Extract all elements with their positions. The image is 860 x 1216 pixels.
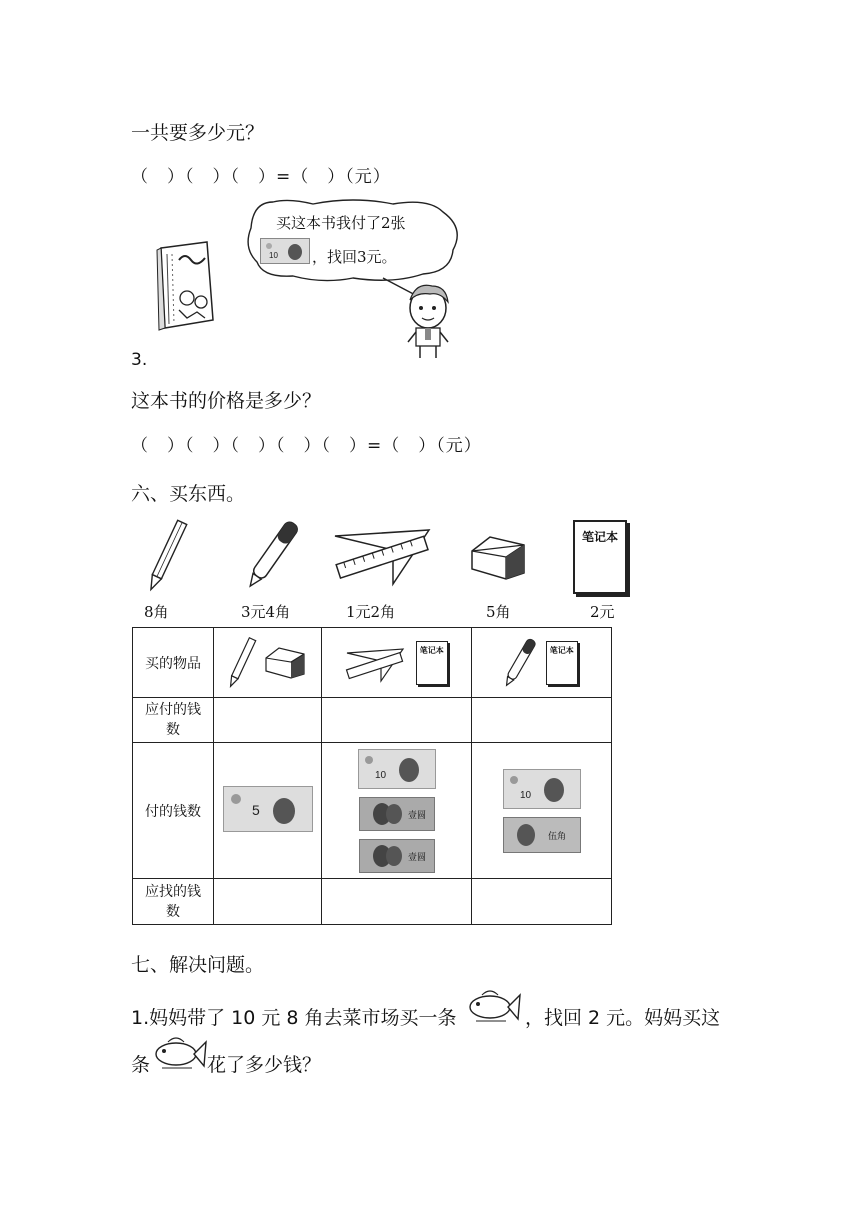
section-six-title: 六、买东西。 (131, 483, 246, 505)
equation-book-price: （ ）（ ）（ ）（ ）（ ）=（ ）（元） (131, 436, 482, 456)
answer-cell-pay-1[interactable] (214, 698, 322, 743)
question-number-3: 3. (131, 350, 148, 370)
problem-1-line1-end: ，找回 2 元。妈妈买这 (525, 1007, 721, 1029)
pen-icon (242, 515, 302, 595)
notebook-icon (573, 520, 627, 594)
fish-icon (152, 1032, 208, 1072)
banknote-five (223, 786, 313, 832)
cell-items-3 (472, 628, 612, 698)
problem-1-line1-start: 1.妈妈带了 10 元 8 角去菜市场买一条 (131, 1007, 457, 1029)
banknote-ten (260, 238, 310, 264)
answer-cell-pay-2[interactable] (322, 698, 472, 743)
pen-icon (505, 635, 535, 691)
note-denom: 壹圆 (407, 852, 426, 863)
shopping-table (132, 627, 612, 925)
table-row (133, 743, 612, 879)
note-denom: 壹圆 (407, 810, 426, 821)
cell-paid-2 (322, 743, 472, 879)
ruler-set-icon (333, 520, 433, 590)
equation-total: （ ）（ ）（ ）=（ ）（元） (131, 167, 391, 187)
svg-text:10: 10 (269, 251, 278, 260)
row-label-should-pay (133, 698, 214, 743)
banknote-five-jiao (503, 817, 581, 853)
notebook-icon: 笔记本 (546, 641, 578, 685)
banknote-ten (503, 769, 581, 809)
bubble-line2: ，找回3元。 (312, 248, 397, 266)
question-total: 一共要多少元？ (131, 122, 265, 144)
price-pencil: 8角 (144, 603, 169, 621)
note-denom: 5 (251, 801, 260, 818)
price-ruler-set: 1元2角 (346, 603, 396, 621)
price-notebook: 2元 (590, 603, 615, 621)
eraser-icon (262, 645, 308, 681)
problem-1-line2-start: 条 (131, 1054, 151, 1076)
notebook-label: 笔记本 (581, 530, 618, 544)
book-icon (157, 240, 219, 332)
row-label-change-text: 应找的钱数 (145, 883, 201, 920)
answer-cell-change-1[interactable] (214, 879, 322, 925)
note-denom: 10 (374, 769, 386, 781)
row-label-paid: 付的钱数 (133, 743, 214, 879)
price-eraser: 5角 (486, 603, 511, 621)
banknote-one-yuan (359, 839, 435, 873)
banknote-one-yuan (359, 797, 435, 831)
row-label-change (133, 879, 214, 925)
answer-cell-change-3[interactable] (472, 879, 612, 925)
cell-items-2 (322, 628, 472, 698)
answer-cell-pay-3[interactable] (472, 698, 612, 743)
section-seven-title: 七、解决问题。 (131, 954, 265, 976)
question-book-price: 这本书的价格是多少？ (131, 390, 322, 412)
boy-icon (402, 282, 462, 362)
price-pen: 3元4角 (241, 603, 291, 621)
row-label-should-pay-text: 应付的钱数 (145, 702, 201, 738)
note-denom: 伍角 (547, 831, 566, 842)
pencil-icon (142, 515, 192, 595)
problem-1-line2-end: 花了多少钱？ (207, 1054, 322, 1076)
cell-paid-3 (472, 743, 612, 879)
banknote-ten (358, 749, 436, 789)
fish-icon (466, 985, 522, 1025)
pencil-icon (227, 635, 257, 691)
notebook-icon: 笔记本 (416, 641, 448, 685)
cell-paid-1 (214, 743, 322, 879)
ruler-set-icon (345, 643, 405, 683)
eraser-icon (466, 533, 530, 583)
table-row (133, 628, 612, 698)
cell-items-1 (214, 628, 322, 698)
table-row (133, 698, 612, 743)
note-denom: 10 (519, 789, 531, 801)
table-row (133, 879, 612, 925)
answer-cell-change-2[interactable] (322, 879, 472, 925)
bubble-line1: 买这本书我付了2张 (276, 214, 406, 232)
row-label-items: 买的物品 (133, 628, 214, 698)
